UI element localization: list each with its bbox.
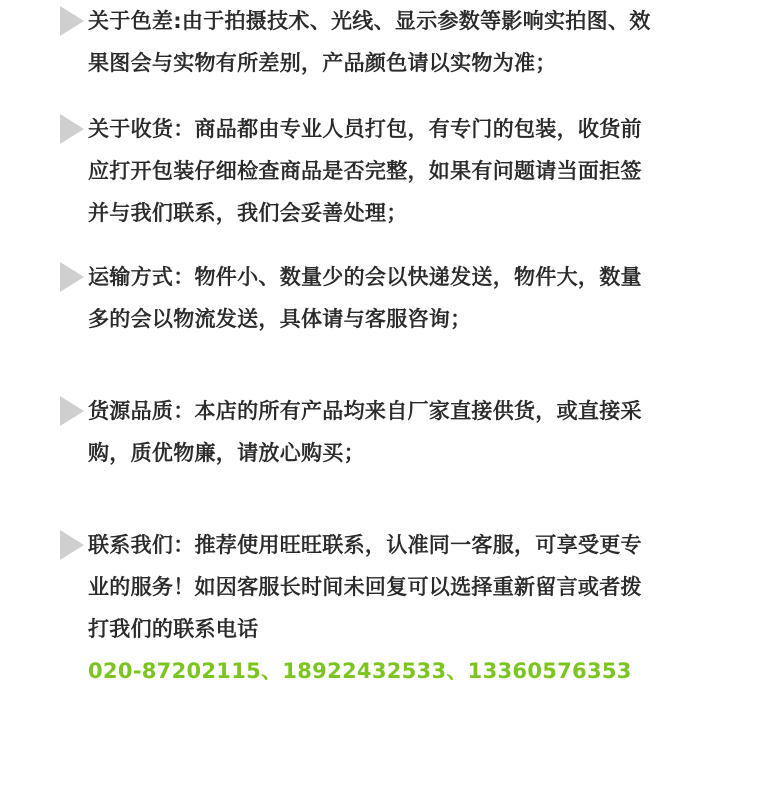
bullet-triangle-icon [60,262,84,292]
color-difference-notice [60,0,750,84]
notice-line: 并与我们联系，我们会妥善处理； [88,201,408,225]
notice-line: 关于收货：商品都由专业人员打包，有专门的包装，收货前 [88,117,642,141]
notice-line: 运输方式：物件小、数量少的会以快递发送，物件大，数量 [88,265,642,289]
notice-line: 联系我们：推荐使用旺旺联系，认准同一客服，可享受更专 [88,533,642,557]
notice-line: 关于色差:由于拍摄技术、光线、显示参数等影响实拍图、效 [88,9,651,33]
bullet-triangle-icon [60,6,84,36]
notice-text [88,256,750,340]
product-source-notice [60,390,750,474]
notice-line: 果图会与实物有所差别，产品颜色请以实物为准； [88,51,557,75]
notice-text [88,390,750,474]
notice-line: 业的服务！如因客服长时间未回复可以选择重新留言或者拨 [88,575,642,599]
notice-line: 多的会以物流发送，具体请与客服咨询； [88,307,472,331]
notice-text [88,0,750,84]
notice-text [88,524,750,692]
receiving-notice [60,108,750,234]
notice-text [88,108,750,234]
notice-line: 货源品质：本店的所有产品均来自厂家直接供货，或直接采 [88,399,642,423]
contact-notice [60,524,750,692]
bullet-triangle-icon [60,530,84,560]
notice-line: 打我们的联系电话 [88,617,259,641]
bullet-triangle-icon [60,114,84,144]
notice-line: 应打开包装仔细检查商品是否完整，如果有问题请当面拒签 [88,159,642,183]
notice-line: 购，质优物廉，请放心购买； [88,441,365,465]
contact-phone-numbers: 020-87202115、18922432533、13360576353 [88,659,632,683]
shipping-method-notice [60,256,750,340]
bullet-triangle-icon [60,396,84,426]
